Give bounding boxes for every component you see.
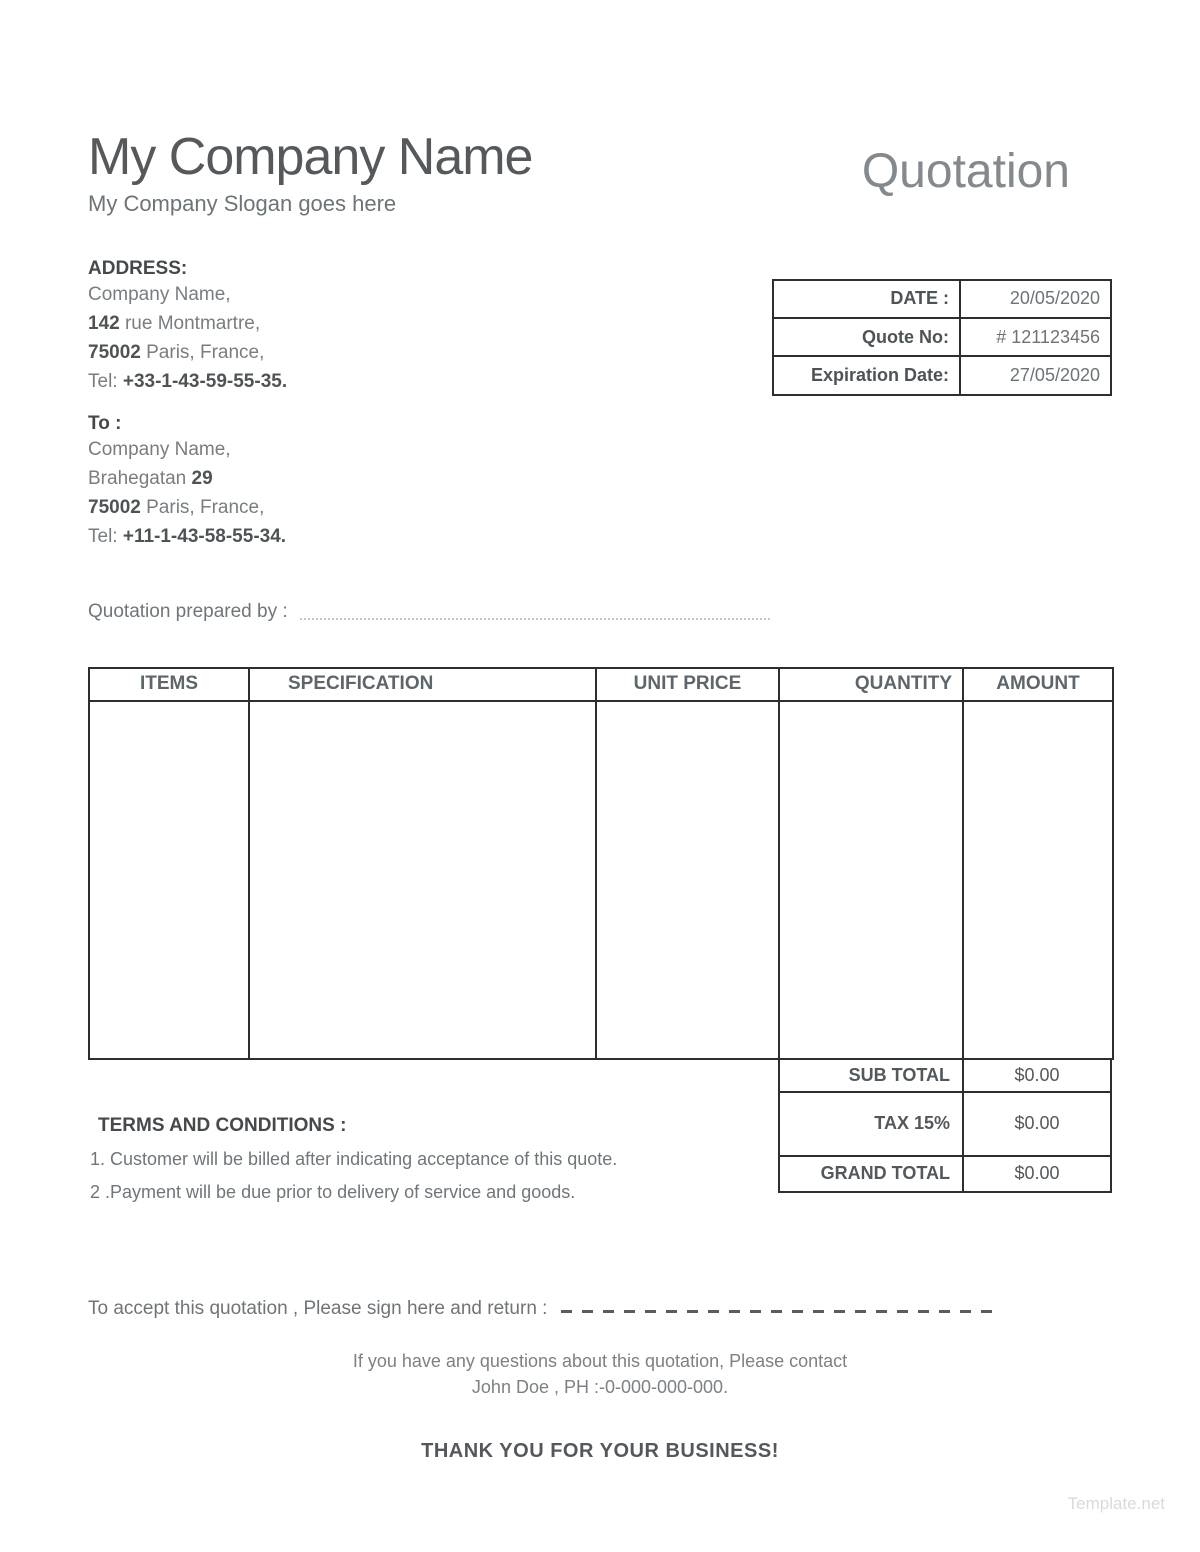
- totals-table: [778, 1058, 1112, 1193]
- to-city-name: Paris, France,: [140, 496, 265, 518]
- specification-cell-empty: [249, 701, 596, 1059]
- items-table: [88, 667, 1114, 1060]
- to-street-name: Brahegatan: [88, 467, 192, 489]
- terms-block: [88, 1060, 778, 1203]
- header: [88, 130, 1112, 217]
- info-section: [88, 257, 1112, 396]
- signature-row: [88, 1298, 1112, 1320]
- meta-expiration-value: 27/05/2020: [960, 356, 1111, 394]
- grand-total-label: GRAND TOTAL: [779, 1156, 963, 1192]
- to-tel-label: Tel:: [88, 525, 123, 547]
- amount-cell-empty: [963, 701, 1113, 1059]
- col-header-items: ITEMS: [89, 668, 249, 701]
- meta-row-expiration: [773, 356, 1111, 394]
- subtotal-label: SUB TOTAL: [779, 1059, 963, 1092]
- address-block: [88, 257, 287, 396]
- terms-item-2: 2 .Payment will be due prior to delivery of service and goods.: [90, 1181, 576, 1202]
- address-city: [88, 339, 287, 367]
- document-title: Quotation: [861, 145, 1070, 198]
- address-street-number: 142: [88, 312, 120, 334]
- items-table-header-row: [89, 668, 1113, 701]
- col-header-amount: AMOUNT: [963, 668, 1113, 701]
- address-tel-number: +33-1-43-59-55-35.: [122, 370, 288, 392]
- accept-quotation-text: To accept this quotation , Please sign here and return :: [88, 1297, 548, 1319]
- address-street: [88, 310, 287, 338]
- meta-expiration-label: Expiration Date:: [773, 356, 960, 394]
- quantity-cell-empty: [779, 701, 963, 1059]
- address-tel: [88, 368, 287, 396]
- to-city: [88, 494, 1112, 522]
- address-tel-label: Tel:: [88, 370, 123, 392]
- to-label: To :: [88, 412, 122, 434]
- tax-label: TAX 15%: [779, 1092, 963, 1156]
- prepared-by-row: [88, 601, 1112, 623]
- address-company: Company Name,: [88, 283, 231, 305]
- address-label: ADDRESS:: [88, 257, 188, 279]
- items-cell-empty: [89, 701, 249, 1059]
- tax-row: [779, 1092, 1111, 1156]
- tax-value: $0.00: [963, 1092, 1111, 1156]
- company-block: [88, 130, 532, 217]
- contact-block: [88, 1348, 1112, 1400]
- terms-title: TERMS AND CONDITIONS :: [98, 1114, 347, 1136]
- thank-you-message: THANK YOU FOR YOUR BUSINESS!: [421, 1439, 779, 1462]
- address-city-name: Paris, France,: [140, 341, 265, 363]
- signature-line: [561, 1310, 993, 1313]
- company-name: My Company Name: [88, 128, 533, 186]
- bottom-section: [88, 1060, 1112, 1203]
- grand-total-value: $0.00: [963, 1156, 1111, 1192]
- contact-line-2: John Doe , PH :-0-000-000-000.: [471, 1376, 729, 1397]
- meta-row-quote-no: [773, 318, 1111, 356]
- meta-row-date: [773, 280, 1111, 318]
- grand-total-row: [779, 1156, 1111, 1192]
- subtotal-value: $0.00: [963, 1059, 1111, 1092]
- quote-meta-table: [772, 279, 1112, 396]
- prepared-by-line: [300, 618, 770, 620]
- meta-quote-no-value: # 121123456: [960, 318, 1111, 356]
- address-zip: 75002: [88, 341, 141, 363]
- prepared-by-label: Quotation prepared by :: [88, 600, 288, 622]
- items-table-body-row: [89, 701, 1113, 1059]
- to-company: Company Name,: [88, 438, 231, 460]
- company-slogan: My Company Slogan goes here: [88, 190, 397, 216]
- unit-price-cell-empty: [596, 701, 779, 1059]
- meta-date-value: 20/05/2020: [960, 280, 1111, 318]
- col-header-specification: SPECIFICATION: [249, 668, 596, 701]
- subtotal-row: [779, 1059, 1111, 1092]
- to-zip: 75002: [88, 496, 141, 518]
- meta-quote-no-label: Quote No:: [773, 318, 960, 356]
- address-street-name: rue Montmartre,: [119, 312, 261, 334]
- to-street: [88, 465, 1112, 493]
- contact-line-1: If you have any questions about this quotation, Please contact: [352, 1350, 848, 1371]
- terms-item-1: 1. Customer will be billed after indicating acceptance of this quote.: [90, 1148, 618, 1169]
- watermark: Template.net: [1067, 1494, 1165, 1513]
- to-block: [88, 412, 1112, 551]
- to-tel-number: +11-1-43-58-55-34.: [122, 525, 287, 547]
- col-header-unit-price: UNIT PRICE: [596, 668, 779, 701]
- meta-date-label: DATE :: [773, 280, 960, 318]
- to-street-number: 29: [191, 467, 213, 489]
- col-header-quantity: QUANTITY: [779, 668, 963, 701]
- to-tel: [88, 523, 1112, 551]
